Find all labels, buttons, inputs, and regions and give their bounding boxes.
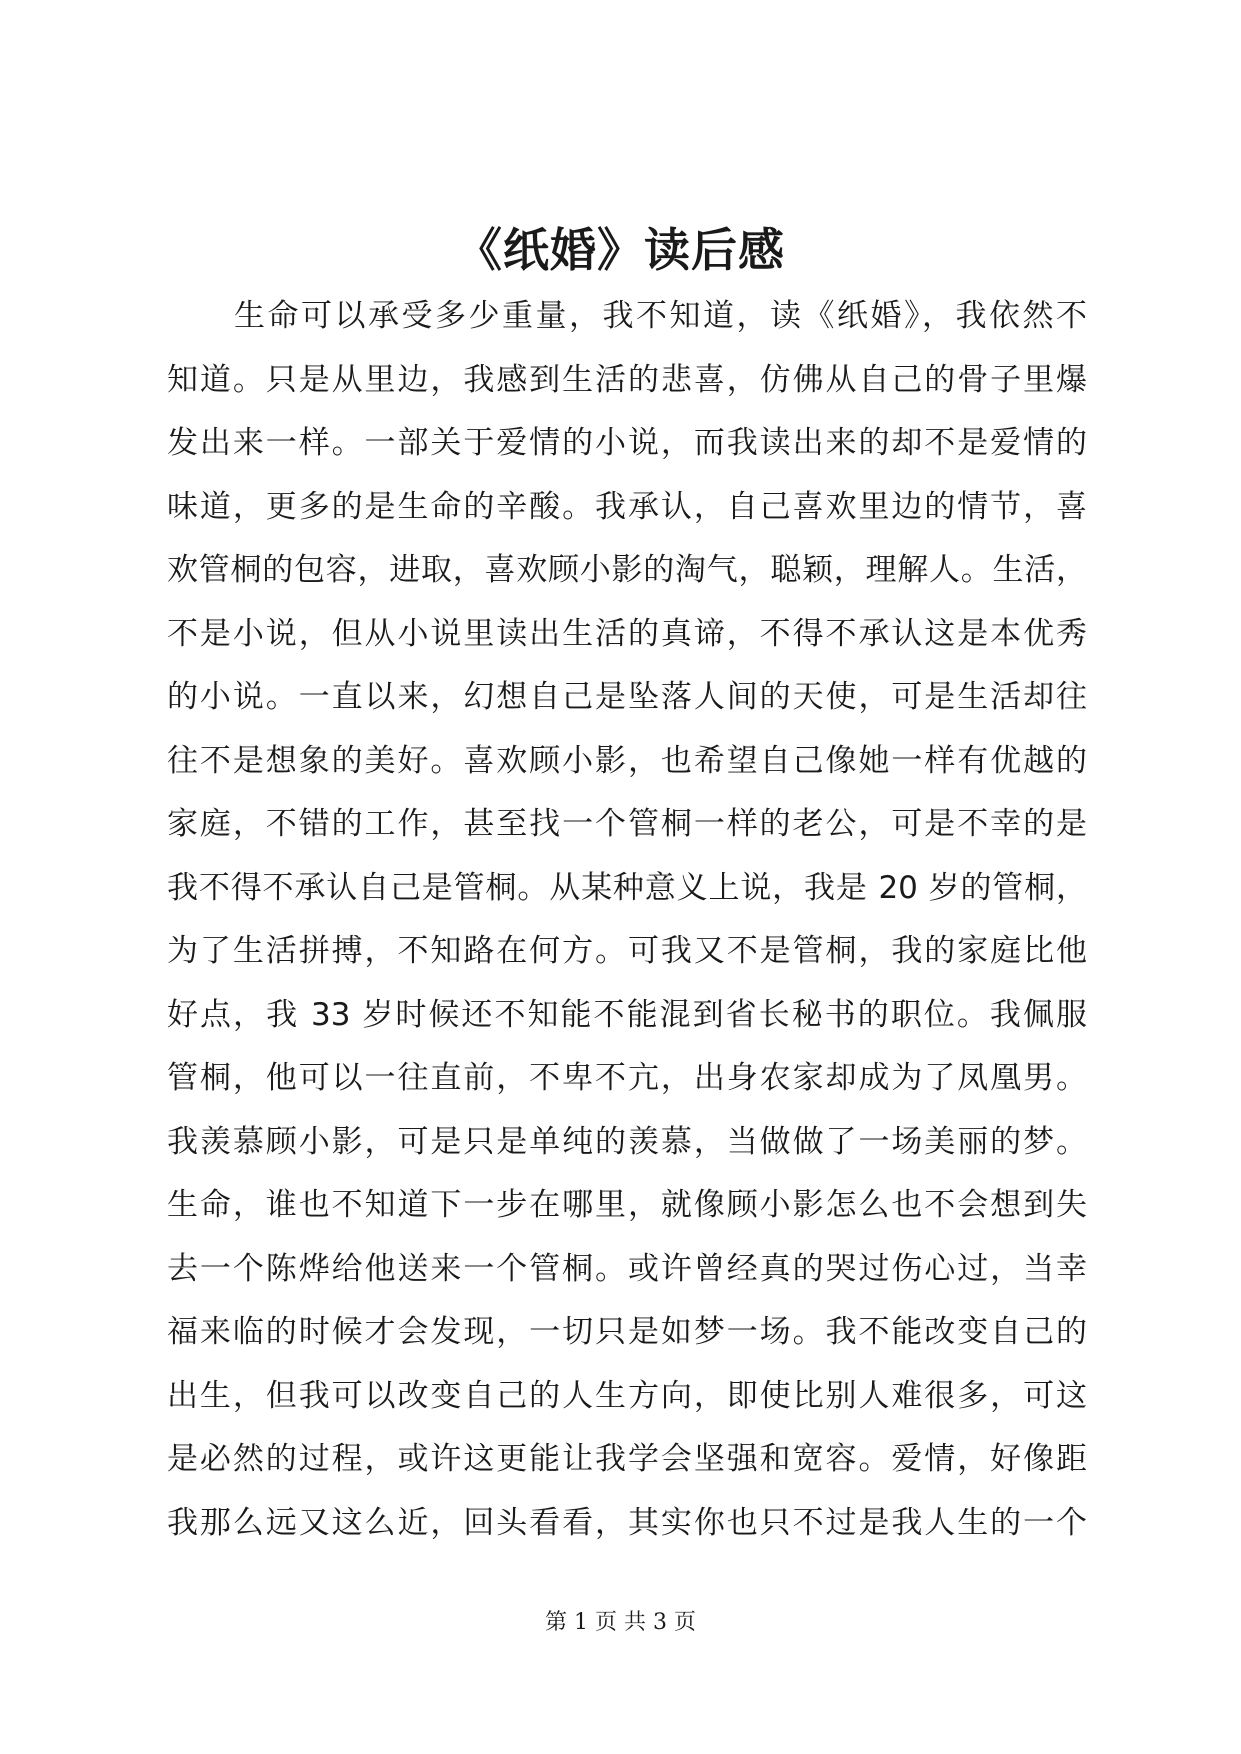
- text-line: 我不得不承认自己是管桐。从某种意义上说，我是 20 岁的管桐，: [167, 869, 1087, 906]
- text-line: 为了生活拼搏，不知路在何方。可我又不是管桐，我的家庭比他: [167, 933, 1087, 969]
- text-line: 是必然的过程，或许这更能让我学会坚强和宽容。爱情，好像距: [167, 1441, 1087, 1477]
- text-line: 去一个陈烨给他送来一个管桐。或许曾经真的哭过伤心过，当幸: [167, 1250, 1087, 1287]
- text-line: 知道。只是从里边，我感到生活的悲喜，仿佛从自己的骨子里爆: [167, 361, 1087, 398]
- text-line: 出生，但我可以改变自己的人生方向，即使比别人难很多，可这: [167, 1377, 1087, 1414]
- body-text: [167, 285, 1087, 1555]
- text-line: 味道，更多的是生命的辛酸。我承认，自己喜欢里边的情节，喜: [167, 488, 1087, 525]
- text-line: 我那么远又这么近，回头看看，其实你也只不过是我人生的一个: [167, 1504, 1087, 1541]
- text-line: 欢管桐的包容，进取，喜欢顾小影的淘气，聪颖，理解人。生活，: [167, 552, 1087, 588]
- text-line: 的小说。一直以来，幻想自己是坠落人间的天使，可是生活却往: [167, 679, 1087, 715]
- page-footer: 第 1 页 共 3 页: [545, 1610, 696, 1635]
- text-line: 生命，谁也不知道下一步在哪里，就像顾小影怎么也不会想到失: [167, 1187, 1087, 1223]
- text-line: 我羡慕顾小影，可是只是单纯的羡慕，当做做了一场美丽的梦。: [167, 1123, 1087, 1160]
- text-line: 往不是想象的美好。喜欢顾小影，也希望自己像她一样有优越的: [167, 742, 1087, 779]
- text-line: 家庭，不错的工作，甚至找一个管桐一样的老公，可是不幸的是: [167, 806, 1087, 842]
- document-title: 《纸婚》读后感: [456, 223, 785, 277]
- text-line: 福来临的时候才会发现，一切只是如梦一场。我不能改变自己的: [167, 1314, 1087, 1350]
- text-line: 生命可以承受多少重量，我不知道，读《纸婚》，我依然不: [234, 298, 1087, 334]
- text-line: 管桐，他可以一往直前，不卑不亢，出身农家却成为了凤凰男。: [167, 1060, 1087, 1096]
- text-line: 好点，我 33 岁时候还不知能不能混到省长秘书的职位。我佩服: [167, 996, 1087, 1033]
- text-line: 不是小说，但从小说里读出生活的真谛，不得不承认这是本优秀: [167, 615, 1087, 652]
- text-line: 发出来一样。一部关于爱情的小说，而我读出来的却不是爱情的: [167, 425, 1087, 461]
